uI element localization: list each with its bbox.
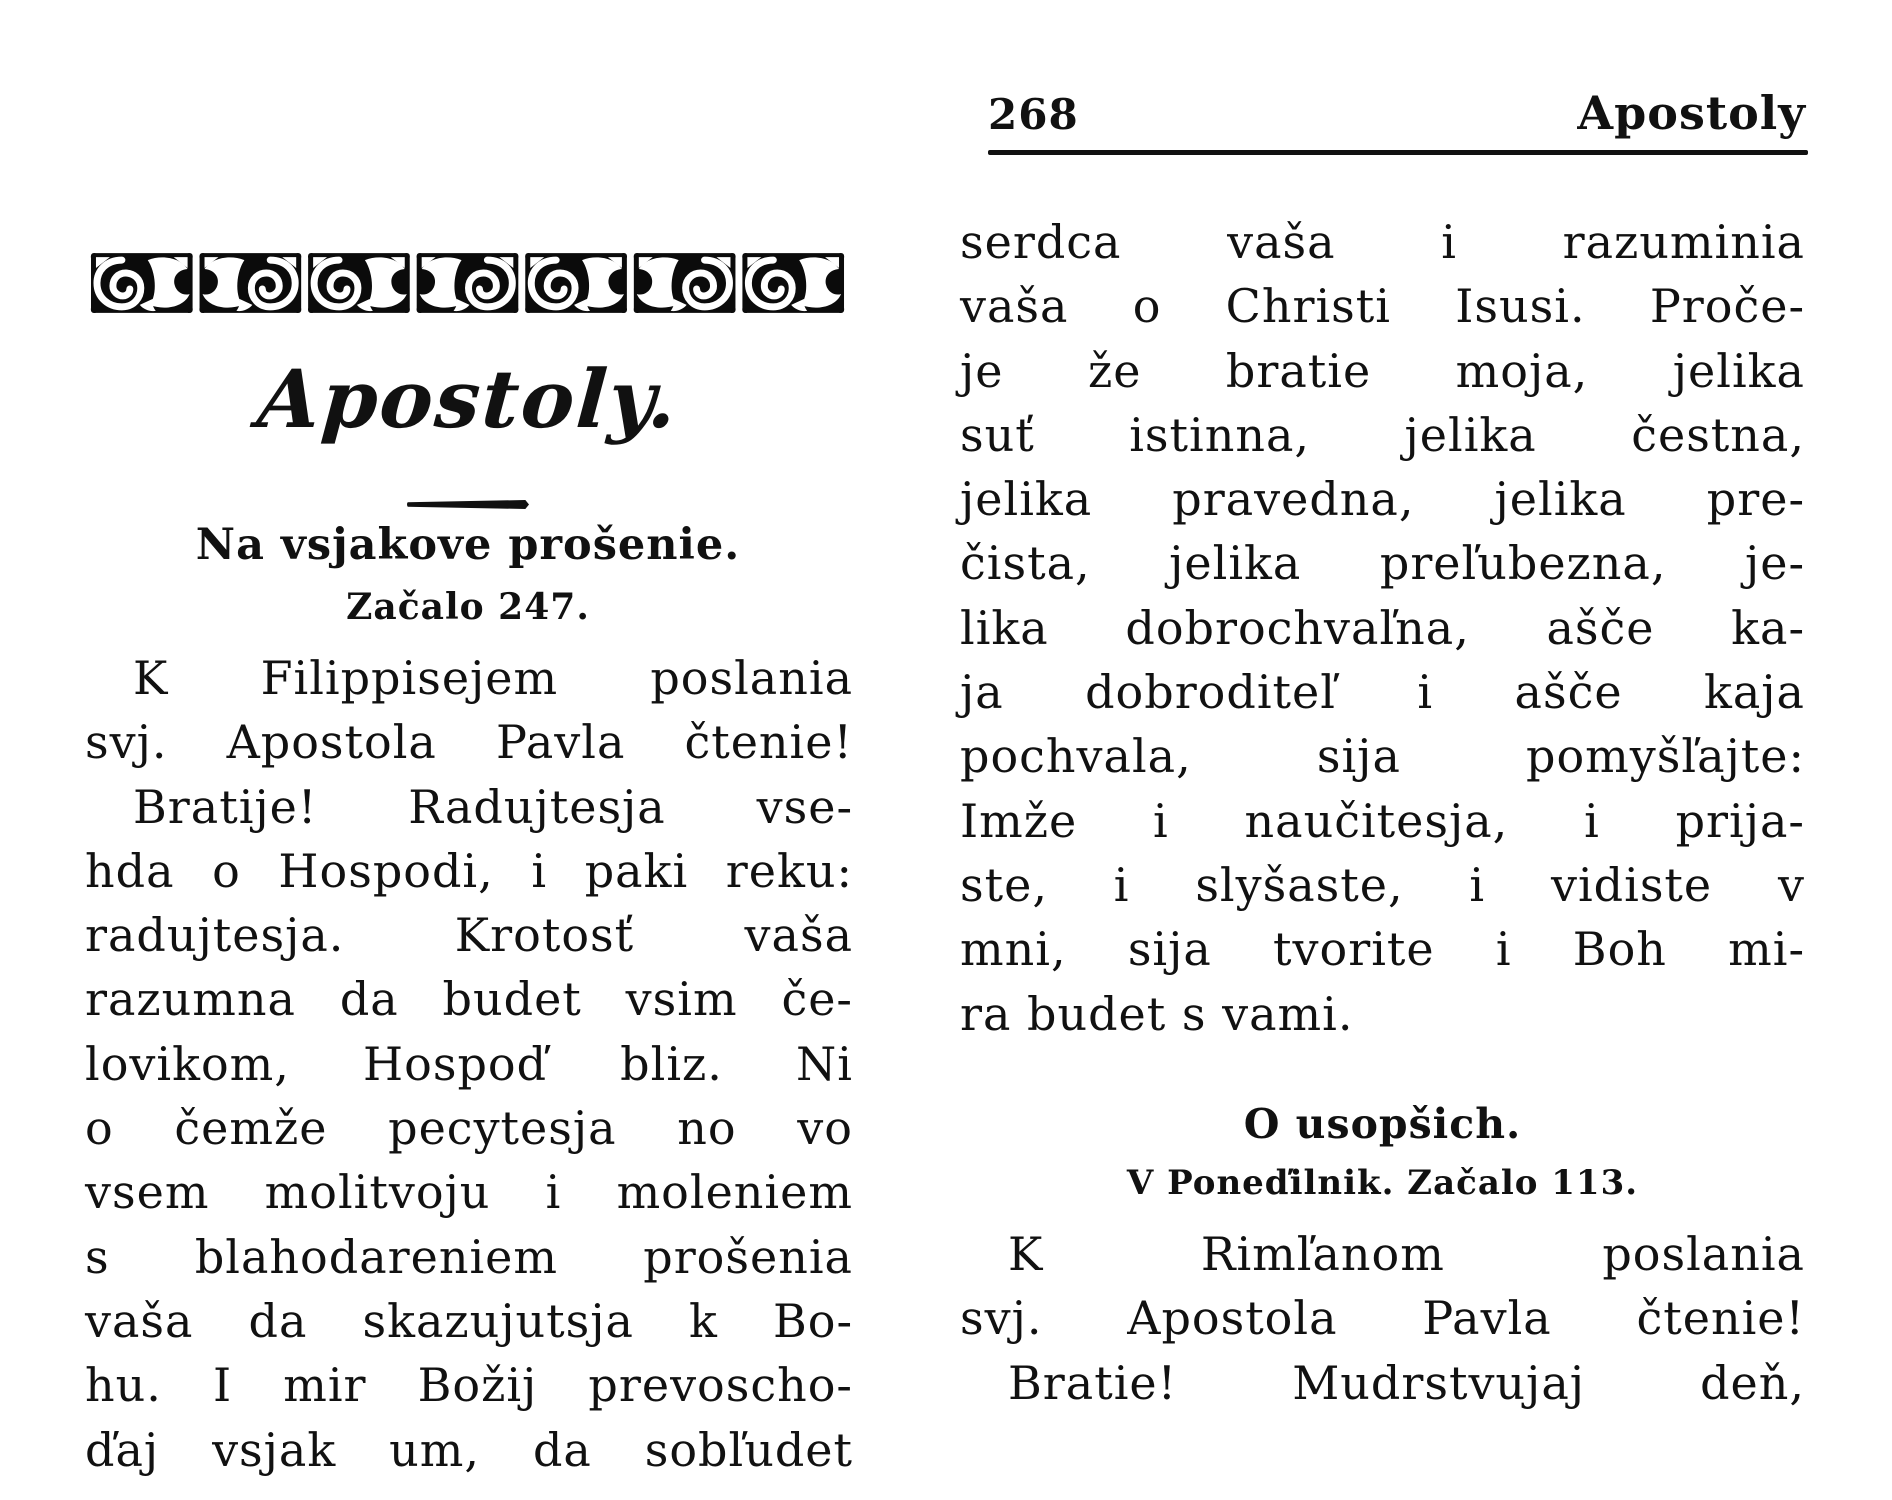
text-line: svj. Apostola Pavla čtenie! (85, 715, 853, 770)
text-line: serdca vaša i razuminia (960, 215, 1805, 269)
text-line: Bratije! Radujtesja vse- (133, 779, 853, 834)
text-line: hu. I mir Božij prevoscho- (85, 1358, 853, 1413)
right-column-body-2 (960, 1222, 1805, 1415)
text-line: hda o Hospodi, i paki reku: (85, 843, 853, 898)
text-line: K Filippisejem poslania (133, 651, 853, 705)
swirl-ornament-border (88, 250, 848, 316)
text-line: suť istinna, jelika čestna, (960, 407, 1805, 462)
text-line: svj. Apostola Pavla čtenie! (960, 1291, 1805, 1346)
text-line: Imže i naučitesja, i prija- (960, 793, 1805, 848)
text-line: vaša da skazujutsja k Bo- (85, 1293, 853, 1348)
text-line: vaša o Christi Isusi. Proče- (960, 279, 1805, 334)
text-line: lika dobrochvaľna, ašče ka- (960, 600, 1805, 655)
text-line: s blahodareniem prošenia (85, 1229, 853, 1284)
header-rule (988, 150, 1808, 155)
left-column-body (85, 646, 853, 1482)
text-line: ja dobroditeľ i ašče kaja (960, 665, 1805, 720)
section-heading-right: O usopšich. (1243, 1100, 1522, 1148)
text-line: je že bratie moja, jelika (960, 343, 1805, 398)
section-subheading-right: V Poneďilnik. Začalo 113. (1126, 1163, 1639, 1203)
running-title: Apostoly (1577, 86, 1806, 140)
text-line: čista, jelika preľubezna, je- (960, 536, 1805, 591)
text-line: vsem molitvoju i moleniem (85, 1165, 853, 1220)
text-line: radujtesja. Krotosť vaša (85, 908, 853, 963)
section-subheading-left: Začalo 247. (346, 586, 590, 628)
text-line: mni, sija tvorite i Boh mi- (960, 922, 1805, 977)
text-line: Bratie! Mudrstvujaj deň, (1008, 1355, 1805, 1410)
text-line: ste, i slyšaste, i vidiste v (960, 857, 1805, 912)
text-line: ďaj vsjak um, da sobľudet (85, 1422, 853, 1477)
text-line: jelika pravedna, jelika pre- (960, 472, 1805, 527)
section-heading-left: Na vsjakove prošenie. (195, 520, 741, 570)
text-line: ra budet s vami. (960, 986, 1354, 1041)
text-line: razumna da budet vsim če- (85, 972, 853, 1027)
text-line: K Rimľanom poslania (1008, 1227, 1805, 1281)
right-column-body (960, 210, 1805, 1046)
page-number: 268 (988, 90, 1079, 139)
text-line: lovikom, Hospoď bliz. Ni (85, 1036, 853, 1091)
text-line: pochvala, sija pomyšľajte: (960, 729, 1805, 784)
text-line: o čemže pecytesja no vo (85, 1101, 853, 1156)
title-divider (88, 500, 848, 509)
page-header (988, 86, 1806, 140)
chapter-script-title: Apostoly. (254, 352, 682, 446)
